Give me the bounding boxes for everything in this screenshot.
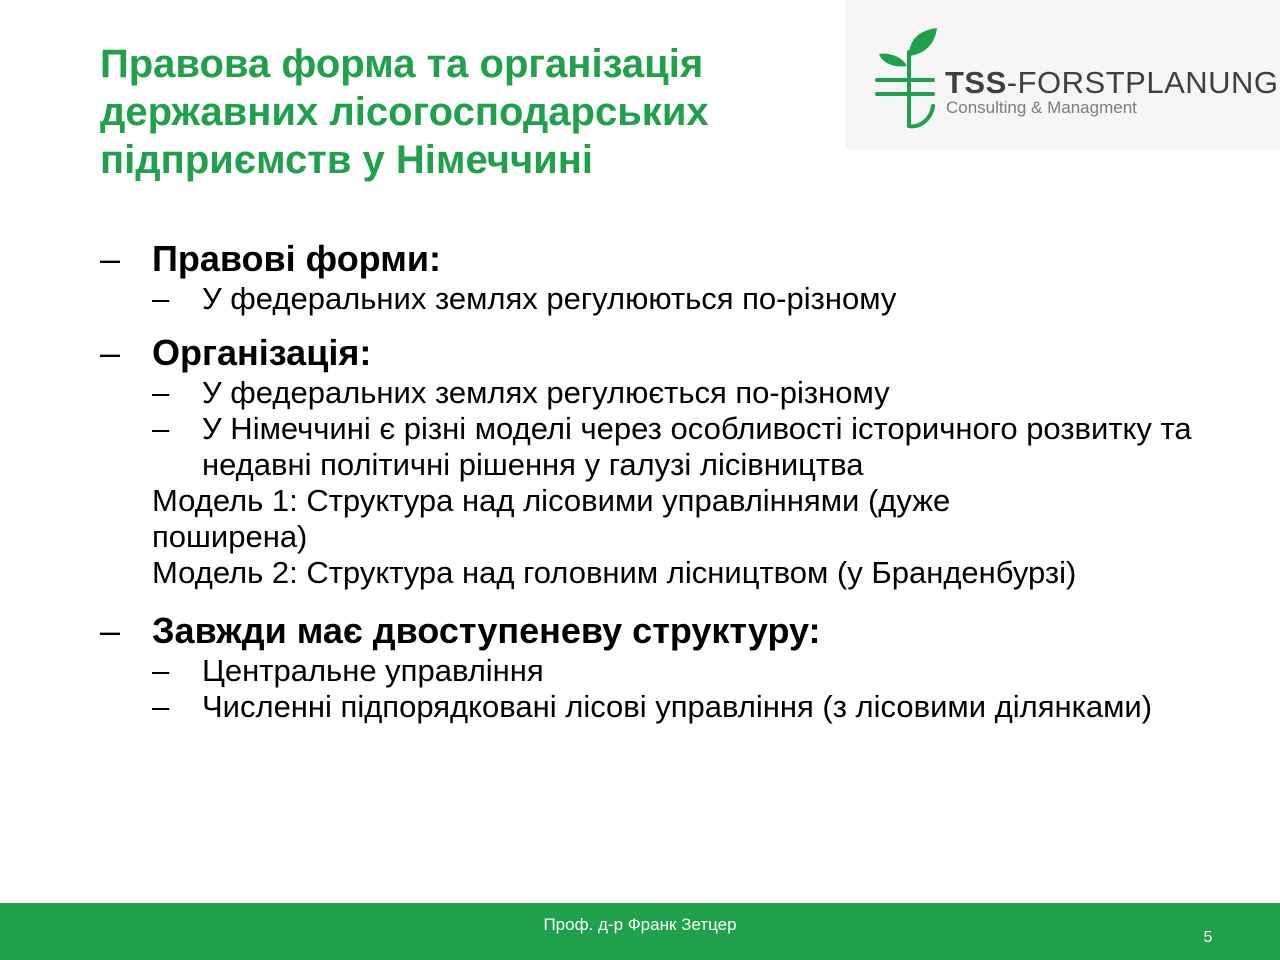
bullet-dash: – bbox=[100, 610, 121, 651]
sub-bullet-structure-2-text: Численні підпорядковані лісові управління (з лісовими ділянками) bbox=[202, 689, 1153, 724]
logo-name-bold: TSS bbox=[945, 65, 1007, 100]
sub-bullet-structure-1-text: Центральне управління bbox=[202, 653, 544, 688]
sub-bullet-organization-2-text: У Німеччині є різні моделі через особливості історичного розвитку та недавні політичні рішення у галузі лісівництва bbox=[202, 411, 1192, 482]
logo-tagline: Consulting & Managment bbox=[946, 98, 1137, 117]
sub-bullet-forms-1 bbox=[100, 281, 1220, 317]
bullet-dash: – bbox=[100, 332, 121, 373]
bullet-two-level-structure bbox=[100, 609, 1220, 653]
bullet-organization-heading: Організація: bbox=[152, 332, 372, 373]
bullet-dash: – bbox=[152, 653, 170, 688]
bullet-dash: – bbox=[100, 238, 121, 279]
page-number: 5 bbox=[1203, 929, 1213, 946]
logo-name bbox=[945, 66, 1279, 100]
company-logo bbox=[845, 0, 1280, 150]
slide-title: Правова форма та організація державних лісогосподарських підприємств у Німеччині bbox=[100, 42, 709, 182]
sub-bullet-organization-1 bbox=[100, 375, 1220, 411]
bullet-two-level-structure-heading: Завжди має двоступеневу структуру: bbox=[152, 610, 821, 651]
slide-body bbox=[100, 237, 1220, 725]
model-1-text: Модель 1: Структура над лісовими управліннями (дуже поширена) bbox=[152, 483, 951, 554]
sub-bullet-structure-1 bbox=[100, 653, 1220, 689]
bullet-organization bbox=[100, 331, 1220, 375]
bullet-dash: – bbox=[152, 411, 170, 446]
bullet-legal-forms-heading: Правові форми: bbox=[152, 238, 441, 279]
logo-name-rest: -FORSTPLANUNG bbox=[1006, 65, 1279, 100]
footer-bar bbox=[0, 903, 1280, 960]
sub-bullet-organization-2 bbox=[100, 411, 1220, 483]
bullet-dash: – bbox=[152, 375, 170, 410]
tss-leaf-logo-icon bbox=[873, 22, 943, 132]
bullet-legal-forms bbox=[100, 237, 1220, 281]
sub-bullet-organization-1-text: У федеральних землях регулюється по-різному bbox=[202, 375, 890, 410]
sub-bullet-structure-2 bbox=[100, 689, 1220, 725]
footer-author: Проф. д-р Франк Зетцер bbox=[543, 915, 737, 934]
bullet-dash: – bbox=[152, 689, 170, 724]
sub-bullet-forms-1-text: У федеральних землях регулюються по-різному bbox=[202, 281, 897, 316]
bullet-dash: – bbox=[152, 281, 170, 316]
model-2-text: Модель 2: Структура над головним лісництвом (у Бранденбурзі) bbox=[152, 555, 1077, 590]
